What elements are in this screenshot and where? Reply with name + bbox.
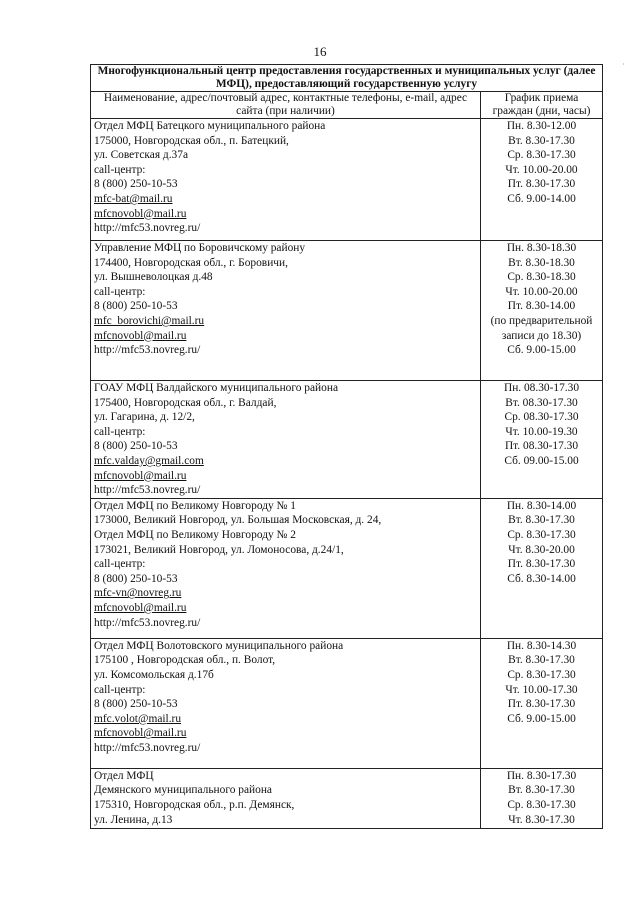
email-link[interactable]: mfc-bat@mail.ru (94, 192, 173, 205)
contact-line: ул. Вышневолоцкая д.48 (94, 271, 213, 284)
table-row (91, 119, 603, 241)
contact-line: call-центр: (94, 558, 146, 571)
contact-line: 173021, Великий Новгород, ул. Ломоносова, д.24/1, (94, 543, 344, 556)
contact-line: 8 (800) 250-10-53 (94, 300, 178, 313)
email-link[interactable]: mfc-vn@novreg.ru (94, 587, 182, 600)
schedule-line: Сб. 8.30-14.00 (507, 572, 576, 585)
contact-line: Отдел МФЦ Батецкого муниципального района (94, 120, 326, 132)
schedule-line: Пн. 08.30-17.30 (503, 382, 580, 394)
schedule-line: Ср. 8.30-17.30 (507, 798, 576, 811)
contact-line: 174400, Новгородская обл., г. Боровичи, (94, 256, 288, 269)
table-row (91, 381, 603, 499)
schedule-line: Вт. 8.30-17.30 (508, 514, 575, 527)
table-row (91, 241, 603, 381)
schedule-line: Чт. 10.00-17.30 (505, 683, 578, 696)
schedule-line: записи до 18.30) (501, 329, 582, 342)
schedule-line: Вт. 8.30-17.30 (508, 654, 575, 667)
office-contacts-cell (91, 381, 481, 499)
email-link[interactable]: mfcnovobl@mail.ru (94, 601, 187, 614)
contact-line: ул. Комсомольская д.17б (94, 668, 214, 681)
contact-line: Отдел МФЦ по Великому Новгороду № 2 (94, 528, 296, 541)
column-header-contacts: Наименование, адрес/почтовый адрес, контактные телефоны, e-mail, адрес сайта (при наличии) (91, 92, 481, 119)
contact-line: Отдел МФЦ по Великому Новгороду № 1 (94, 499, 296, 512)
schedule-line: Чт. 10.00-20.00 (505, 163, 578, 176)
column-header-schedule: График приема граждан (дни, часы) (481, 92, 603, 119)
schedule-line: Чт. 10.00-20.00 (505, 285, 578, 298)
contact-line: ул. Советская д.37а (94, 149, 189, 162)
schedule-line: Пт. 08.30-17.30 (504, 440, 579, 453)
schedule-cell (481, 241, 603, 381)
schedule-line: Сб. 09.00-15.00 (504, 454, 579, 467)
contact-line: ГОАУ МФЦ Валдайского муниципального района (94, 382, 339, 394)
contact-line: Управление МФЦ по Боровичскому району (94, 242, 306, 254)
schedule-cell (481, 638, 603, 768)
contact-line: call-центр: (94, 425, 146, 438)
schedule-line: Ср. 8.30-18.30 (507, 271, 576, 284)
schedule-line: Пн. 8.30-18.30 (506, 242, 577, 254)
schedule-line: Пт. 8.30-17.30 (507, 698, 576, 711)
table-title: Многофункциональный центр предоставления государственных и муниципальных услуг (далее МФЦ), предоставляющий государственную услугу (91, 65, 603, 92)
email-link[interactable]: mfcnovobl@mail.ru (94, 329, 187, 342)
contact-line: call-центр: (94, 683, 146, 696)
page-number: 16 (313, 44, 327, 59)
website-link[interactable]: http://mfc53.novreg.ru/ (94, 344, 201, 357)
contact-line: Отдел МФЦ (94, 769, 154, 782)
contact-line: 8 (800) 250-10-53 (94, 572, 178, 585)
contact-line: 173000, Великий Новгород, ул. Большая Московская, д. 24, (94, 514, 382, 527)
mfc-table (90, 64, 603, 829)
contact-line: Демянского муниципального района (94, 784, 272, 797)
contact-line: 8 (800) 250-10-53 (94, 178, 178, 191)
table-row (91, 768, 603, 828)
schedule-line: Пн. 8.30-14.00 (506, 499, 577, 512)
website-link[interactable]: http://mfc53.novreg.ru/ (94, 741, 201, 754)
schedule-cell (481, 119, 603, 241)
contact-line: Отдел МФЦ Волотовского муниципального района (94, 639, 344, 652)
schedule-line: Сб. 9.00-14.00 (507, 192, 576, 205)
office-contacts-cell (91, 119, 481, 241)
scan-artifact: · (622, 60, 625, 69)
schedule-line: Вт. 8.30-17.30 (508, 134, 575, 147)
schedule-line: Ср. 08.30-17.30 (504, 411, 579, 424)
contact-line: 175000, Новгородская обл., п. Батецкий, (94, 134, 289, 147)
schedule-line: Пн. 8.30-17.30 (506, 769, 577, 782)
contact-line: ул. Ленина, д.13 (94, 813, 173, 826)
contact-line: 8 (800) 250-10-53 (94, 440, 178, 453)
schedule-line: Сб. 9.00-15.00 (507, 344, 576, 357)
schedule-line: Ср. 8.30-17.30 (507, 528, 576, 541)
contact-line: call-центр: (94, 163, 146, 176)
schedule-cell (481, 498, 603, 638)
schedule-line: Сб. 9.00-15.00 (507, 712, 576, 725)
office-contacts-cell (91, 768, 481, 828)
schedule-line: Чт. 10.00-19.30 (505, 425, 578, 438)
office-contacts-cell (91, 498, 481, 638)
table-row (91, 638, 603, 768)
website-link[interactable]: http://mfc53.novreg.ru/ (94, 222, 201, 235)
schedule-line: Вт. 08.30-17.30 (505, 396, 578, 409)
schedule-line: Пн. 8.30-14.30 (506, 639, 577, 652)
website-link[interactable]: http://mfc53.novreg.ru/ (94, 616, 201, 629)
office-contacts-cell (91, 638, 481, 768)
contact-line: 8 (800) 250-10-53 (94, 698, 178, 711)
email-link[interactable]: mfcnovobl@mail.ru (94, 207, 187, 220)
contact-line: ул. Гагарина, д. 12/2, (94, 411, 195, 424)
schedule-line: Ср. 8.30-17.30 (507, 149, 576, 162)
schedule-cell (481, 381, 603, 499)
email-link[interactable]: mfcnovobl@mail.ru (94, 727, 187, 740)
contact-line: call-центр: (94, 285, 146, 298)
schedule-line: Вт. 8.30-18.30 (508, 256, 575, 269)
email-link[interactable]: mfc.volot@mail.ru (94, 712, 182, 725)
schedule-line: Пн. 8.30-12.00 (506, 120, 577, 132)
schedule-line: Пт. 8.30-17.30 (507, 558, 576, 571)
schedule-cell (481, 768, 603, 828)
schedule-line: Ср. 8.30-17.30 (507, 668, 576, 681)
schedule-line: Чт. 8.30-20.00 (508, 543, 575, 556)
contact-line: 175310, Новгородская обл., р.п. Демянск, (94, 798, 295, 811)
contact-line: 175100 , Новгородская обл., п. Волот, (94, 654, 276, 667)
schedule-line: Пт. 8.30-17.30 (507, 178, 576, 191)
office-contacts-cell (91, 241, 481, 381)
contact-line: 175400, Новгородская обл., г. Валдай, (94, 396, 277, 409)
schedule-line: (по предварительной (490, 314, 593, 327)
website-link[interactable]: http://mfc53.novreg.ru/ (94, 484, 201, 497)
schedule-line: Чт. 8.30-17.30 (508, 813, 575, 826)
table-row (91, 498, 603, 638)
email-link[interactable]: mfc.valday@gmail.com (94, 454, 204, 467)
schedule-line: Вт. 8.30-17.30 (508, 784, 575, 797)
email-link[interactable]: mfc_borovichi@mail.ru (94, 314, 205, 327)
schedule-line: Пт. 8.30-14.00 (507, 300, 576, 313)
table-body (91, 119, 603, 829)
email-link[interactable]: mfcnovobl@mail.ru (94, 469, 187, 482)
